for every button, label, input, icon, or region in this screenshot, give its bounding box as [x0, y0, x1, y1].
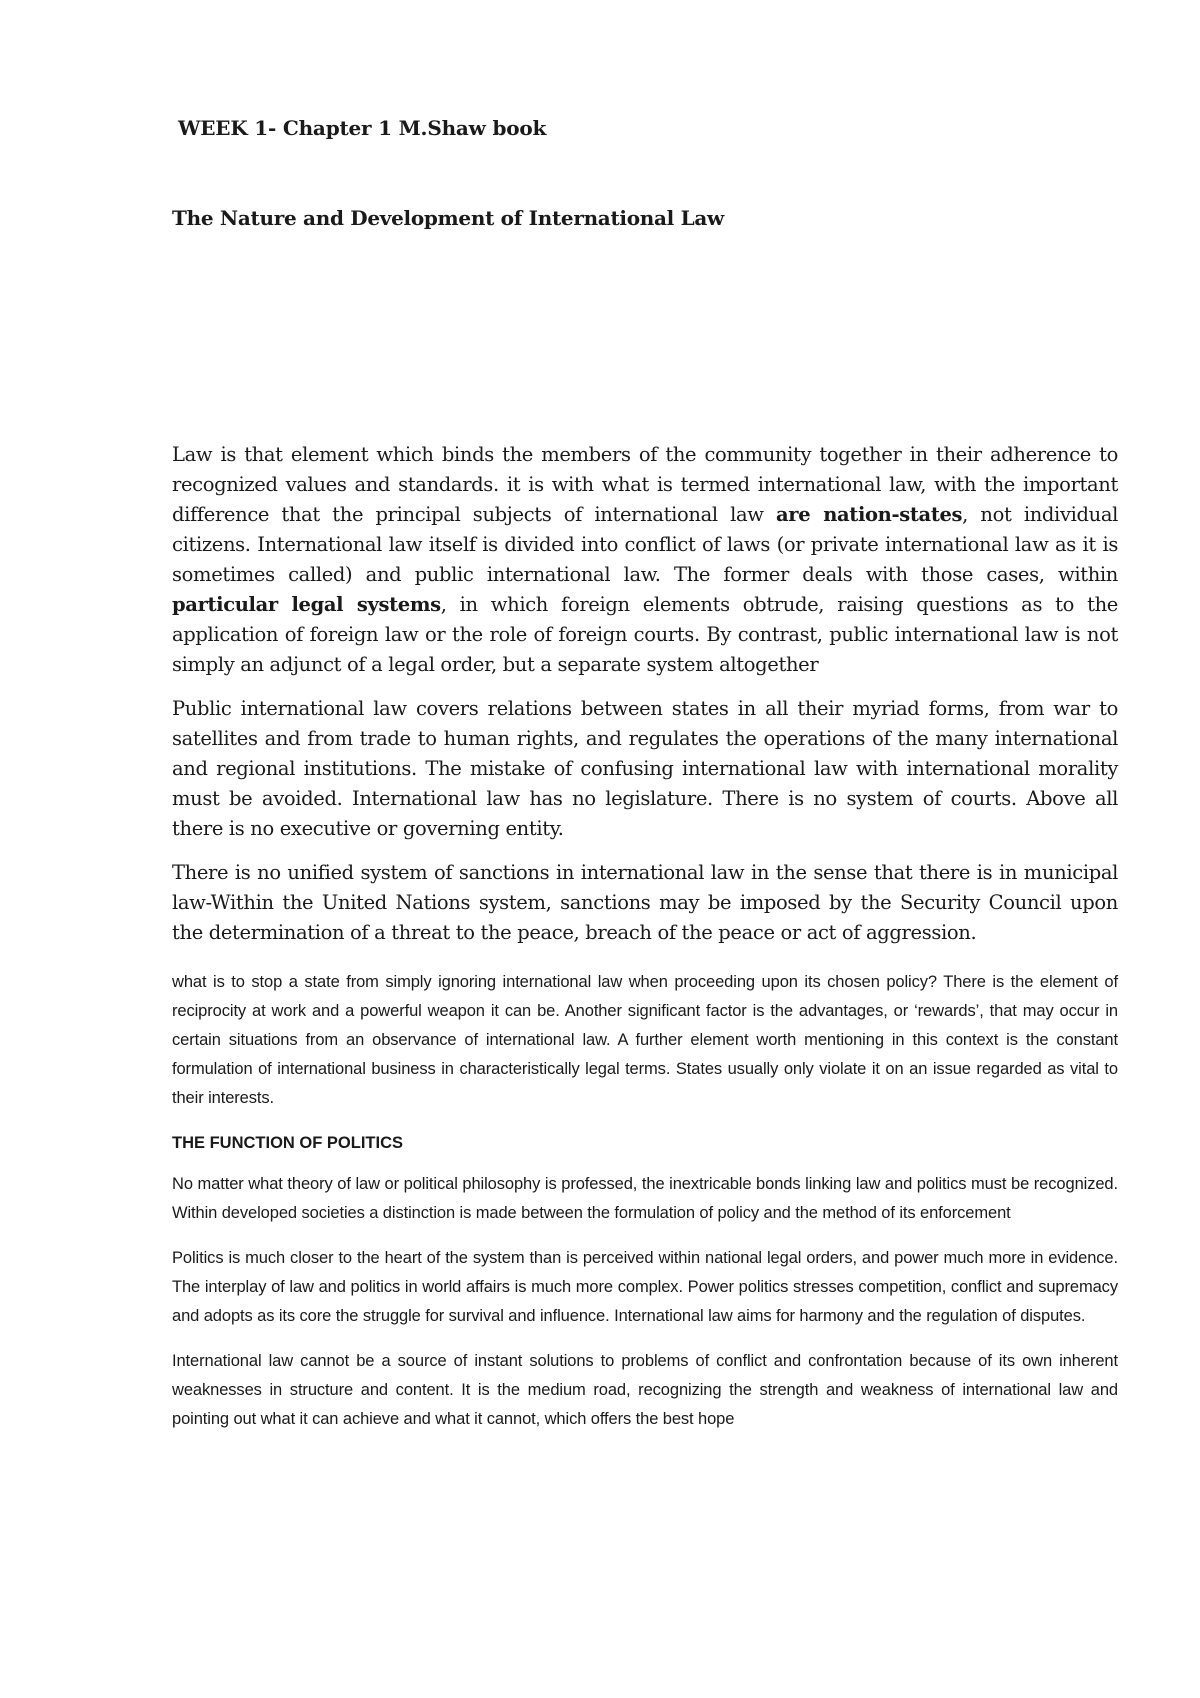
paragraph-public-international-law: Public international law covers relations between states in all their myriad forms, from war to satellites and from trade to human rights, and regulates the operations of the many international and regional institutions. The mistake of confusing international law with international morality must be avoided. International law has no legislature. There is no system of courts. Above all there is no executive or governing entity. [172, 697, 1118, 840]
section-heading-function-of-politics: THE FUNCTION OF POLITICS [172, 1134, 403, 1152]
paragraph-1-bold-legal-systems: particular legal systems [172, 593, 441, 616]
paragraph-1-text-a: Law is that element which binds the members of the community together in their adherence to recognized values and standards. it is with what is termed international law, with the important difference that the principal subjects of international law [172, 443, 1118, 526]
paragraph-reciprocity: what is to stop a state from simply ignoring international law when proceeding upon its chosen policy? There is the element of reciprocity at work and a powerful weapon it can be. Another significant factor is the advantages, or ‘rewards’, that may occur in certain situations from an observance of international law. A further element worth mentioning in this context is the constant formulation of international business in characteristically legal terms. States usually only violate it on an issue regarded as vital to their interests. [172, 973, 1118, 1107]
week-heading: WEEK 1- Chapter 1 M.Shaw book [178, 116, 547, 140]
paragraph-law-and-politics: No matter what theory of law or political philosophy is professed, the inextricable bonds linking law and politics must be recognized. Within developed societies a distinction is made between the formulation of policy and the method of its enforcement [172, 1175, 1118, 1222]
paragraph-1-text-b: , not individual citizens. International law itself is divided into conflict of laws (or private international law as it is sometimes called) and public international law. The former deals with those cases, within [172, 503, 1118, 586]
sans-body [172, 968, 1118, 1450]
paragraph-1-text-c: , in which foreign elements obtrude, raising questions as to the application of foreign law or the role of foreign courts. By contrast, public international law is not simply an adjunct of a legal order, but a separate system altogether [172, 593, 1118, 676]
paragraph-sanctions: There is no unified system of sanctions in international law in the sense that there is in municipal law-Within the United Nations system, sanctions may be imposed by the Security Council upon the determination of a threat to the peace, breach of the peace or act of aggression. [172, 861, 1118, 944]
paragraph-power-politics: Politics is much closer to the heart of the system than is perceived within national legal orders, and power much more in evidence. The interplay of law and politics in world affairs is much more complex. Power politics stresses competition, conflict and supremacy and adopts as its core the struggle for survival and influence. International law aims for harmony and the regulation of disputes. [172, 1249, 1118, 1325]
serif-body [172, 440, 1118, 962]
paragraph-best-hope: International law cannot be a source of instant solutions to problems of conflict and confrontation because of its own inherent weaknesses in structure and content. It is the medium road, recognizing the strength and weakness of international law and pointing out what it can achieve and what it cannot, which offers the best hope [172, 1352, 1118, 1428]
paragraph-1-bold-nation-states: are nation-states [775, 503, 963, 526]
paragraph-law-definition [172, 440, 1118, 680]
document-title: The Nature and Development of International Law [172, 206, 724, 230]
